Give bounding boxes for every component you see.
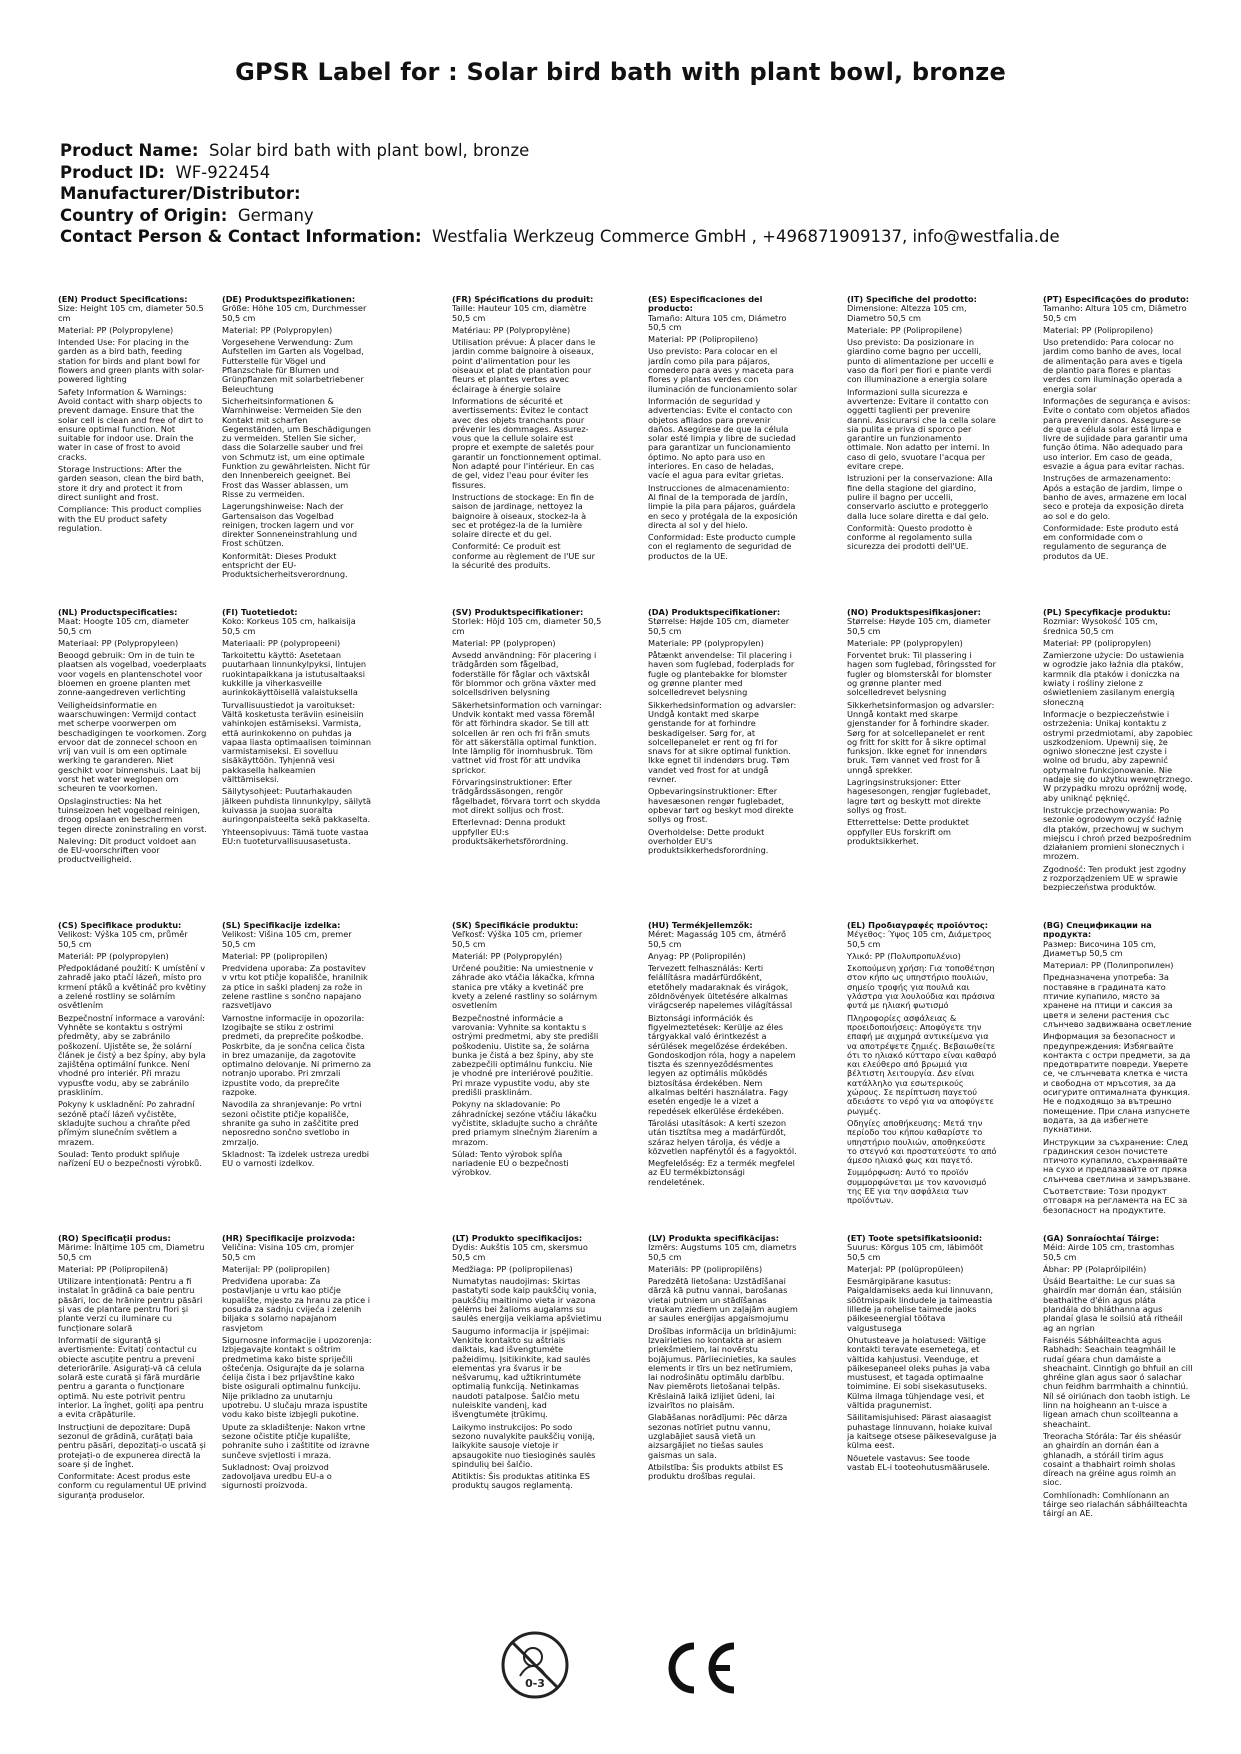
spec-paragraph: Zamierzone użycie: Do ustawienia w ogrodzie jako łaźnia dla ptaków, karmnik dla ptaków i doniczka na kwiaty i rośliny zielone z oświetleniem zasilanym energią słoneczną (1043, 650, 1185, 707)
spec-paragraph: Bezpečnostní informace a varování: Vyhněte se kontaktu s ostrými předměty, aby se zabránilo poškození. Ujistěte se, že solární článek je čistý a bez špíny, aby byla zajištěna optimální funkce. Není vhodné pro interiér. Při mrazu vypusťte vodu, aby se zabránilo praskliním. (58, 1012, 206, 1098)
spec-paragraph: Drošības informācija un brīdinājumi: Izvairieties no kontakta ar asiem priekšmetiem, lai novērstu bojājumus. Pārliecinieties, ka saules elements ir tīrs un bez netīrumiem, lai nodrošinātu optimālu darbību. Nav piemērots lietošanai telpās. Krēslainā laikā izlijiet ūdeni, lai izvairītos no plaisām. (648, 1325, 797, 1411)
spec-size: Méid: Airde 105 cm, trastomhas 50,5 cm (1043, 1242, 1175, 1262)
spec-paragraph: Atitiktis: Šis produktas atitinka ES produktų saugos reglamentą. (452, 1471, 590, 1491)
info-label: Manufacturer/Distributor: (60, 184, 301, 203)
spec-block-heading: (DE) Produktspezifikationen: (222, 295, 356, 304)
spec-paragraph: Lagringsinstruksjoner: Etter hagesesongen, rengjør fuglebadet, lagre tørt og beskytt mot direkte sollys og frost. (847, 777, 991, 815)
spec-paragraph: Säkerhetsinformation och varningar: Undvik kontakt med vassa föremål för att förhindra skador. Se till att solcellen är ren och fri från smuts för att säkerställa optimal funktion. Inte lämplig för inomhusbruk. Töm vattnet vid frost för att undvika sprickor. (452, 699, 602, 775)
spec-block (648, 295, 798, 564)
spec-block-heading: (SK) Špecifikácie produktu: (452, 921, 579, 930)
spec-paragraph: Predvidena uporaba: Za postavitev v vrtu kot ptičje kopališče, hranilnik za ptice in saški pladenj za rože in zelene rastline s sončno napajano razsvetljavo (222, 963, 368, 1011)
spec-paragraph: Påtænkt anvendelse: Til placering i haven som fuglebad, foderplads for fugle og plantebakke for blomster og grønne planter med solcelledrevet belysning (648, 650, 795, 698)
spec-paragraph: Intended Use: For placing in the garden as a bird bath, feeding station for birds and plant bowl for flowers and green plants with solar-powered lighting (58, 337, 205, 385)
spec-paragraph: Информация за безопасност и предупреждения: Избягвайте контакта с остри предмети, за да предотвратите повреди. Уверете се, че слънчевата клетка е чиста и свободна от мръсотия, за да осигурите оптималната функция. Не е подходящо за вътрешно помещение. При слана изпуснете водата, за да избегнете пукнатини. (1043, 1031, 1191, 1135)
info-label: Product ID: (60, 162, 165, 182)
spec-block-heading: (EL) Προδιαγραφές προϊόντος: (847, 921, 988, 930)
spec-paragraph: Efterlevnad: Denna produkt uppfyller EU:s produktsäkerhetsförordning. (452, 817, 569, 846)
spec-block-heading: (ET) Toote spetsifikatsioonid: (847, 1234, 983, 1243)
spec-size: Velikost: Výška 105 cm, průměr 50,5 cm (58, 929, 188, 949)
spec-paragraph: Glabāšanas norādījumi: Pēc dārza sezonas notīriet putnu vannu, uzglabājiet sausā vietā un aizsargājiet no tiešas saules gaismas un sala. (648, 1412, 788, 1460)
spec-paragraph: Tarkoitettu käyttö: Asetetaan puutarhaan linnunkylpyksi, lintujen ruokintapaikkana ja istutusaltaaksi kukkille ja viherkasveille aurinkokäyttöisellä valaistuksella (222, 650, 367, 698)
spec-paragraph: Instruções de armazenamento: Após a estação de jardim, limpe o banho de aves, armazene em local seco e proteja da exposição direta ao sol e do gelo. (1043, 473, 1187, 521)
spec-size: Størrelse: Høyde 105 cm, diameter 50,5 cm (847, 616, 991, 636)
spec-paragraph: Treoracha Stórála: Tar éis shéasúr an ghairdín an dornán éan a ghlanadh, a stóráil tirim agus cosaint a thabhairt roimh sholas díreach na gréine agus roimh an sioc. (1043, 1430, 1182, 1488)
spec-paragraph: Lagerungshinweise: Nach der Gartensaison das Vogelbad reinigen, trocken lagern und vor direkter Sonneneinstrahlung und Frost schützen. (222, 501, 358, 549)
spec-paragraph: Tárolási utasítások: A kerti szezon után tisztítsa meg a madárfürdőt, száraz helyen tárolja, és védje a közvetlen napfénytől és a fagyoktól. (648, 1117, 797, 1156)
spec-size: Size: Height 105 cm, diameter 50.5 cm (58, 303, 204, 323)
spec-paragraph: Saugumo informacija ir įspėjimai: Venkite kontakto su aštriais daiktais, kad išvengtumėte pažeidimų. Įsitikinkite, kad saulės elementas yra švarus ir be nešvarumų, kad užtikrintumėte optimalią funkciją. Netinkamas naudoti patalpose. Šalčio metu nuleiskite vandenį, kad išvengtumėte įtrūkimų. (452, 1325, 591, 1420)
spec-paragraph: Material: PP (Polypropylene) (58, 324, 174, 335)
spec-paragraph: Předpokládané použití: K umístění v zahradě jako ptačí lázeň, místo pro krmení ptáků a květináč pro květiny a zelené rostliny se solárním osvětlením (58, 963, 206, 1011)
spec-paragraph: Numatytas naudojimas: Skirtas pastatyti sode kaip paukščių vonia, paukščių maitinimo vieta ir vazona gėlėms bei žalioms augalams su saulės energija veikiama apšvietimu (452, 1276, 602, 1324)
age-warning-text: 0-3 (525, 1677, 545, 1690)
spec-block-heading: (HU) Termékjellemzők: (648, 921, 753, 930)
spec-block (648, 608, 798, 858)
spec-paragraph: Instrukcje przechowywania: Po sezonie ogrodowym oczyść łaźnię dla ptaków, przechowuj w suchym miejscu i chroń przed bezpośrednim działaniem promieni słonecznych i mrozem. (1043, 804, 1192, 862)
spec-paragraph: Informații de siguranță și avertismente: Evitați contactul cu obiecte ascuțite pentru a preveni deteriorările. Asigurați-vă că celula solară este curată și fără murdărie pentru a garanta o funcționare optimă. Nu este potrivit pentru interior. La înghet, goliți apa pentru a evita crăpăturile. (58, 1334, 204, 1420)
spec-block (648, 921, 798, 1190)
spec-paragraph: Pokyny na skladovanie: Po záhradníckej sezóne vtáčiu lákačku vyčistite, skladujte sucho a chráňte pred priamym slnečným žiarením a mrazom. (452, 1099, 598, 1147)
spec-paragraph: Safety Information & Warnings: Avoid contact with sharp objects to prevent damage. Ensure that the solar cell is clean and free of dirt to ensure optimal function. Not suitable for indoor use. Drain the water in case of frost to avoid cracks. (58, 386, 204, 462)
spec-paragraph: Συμμόρφωση: Αυτό το προϊόν συμμορφώνεται με τον κανονισμό της ΕΕ για την ασφάλεια των προϊόντων. (847, 1167, 987, 1206)
page-title: GPSR Label for : Solar bird bath with plant bowl, bronze (235, 58, 1006, 86)
spec-paragraph: Atbilstība: Šis produkts atbilst ES produktu drošības regulai. (648, 1461, 784, 1482)
spec-paragraph: Materiał: PP (polipropylen) (1043, 637, 1152, 648)
spec-paragraph: Conformidade: Este produto está em conformidade com o regulamento de segurança de produtos da UE. (1043, 522, 1179, 561)
spec-paragraph: Paredzētā lietošana: Uzstādīšanai dārzā kā putnu vannai, barošanas vietai putniem un stādīšanas traukam ziediem un zaļajām augiem ar saules enerģijas apgaismojumu (648, 1276, 798, 1324)
spec-block-heading: (ES) Especificaciones del producto: (648, 295, 763, 314)
spec-size: Veličina: Visina 105 cm, promjer 50,5 cm (222, 1242, 354, 1262)
spec-paragraph: Materijal: PP (polipropilen) (222, 1263, 330, 1274)
spec-paragraph: Material: PP (polypropen) (452, 637, 556, 648)
spec-paragraph: Sikkerhetsinformasjon og advarsler: Unngå kontakt med skarpe gjenstander for å forhindre skader. Sørg for at solcellepanelet er rent og fritt for skitt for å sikre optimal funksjon. Ikke egnet for innendørs bruk. Tøm vannet ved frost for å unngå sprekker. (847, 699, 995, 775)
age-warning-icon (500, 1630, 570, 1700)
spec-paragraph: Comhlíonadh: Comhlíonann an táirge seo rialachán sábháilteachta táirgí an AE. (1043, 1489, 1188, 1519)
spec-size: Rozmiar: Wysokość 105 cm, średnica 50,5 cm (1043, 616, 1158, 636)
spec-block (847, 1234, 997, 1475)
spec-paragraph: Съответствие: Този продукт отговаря на регламента на ЕС за безопасност на продуктите. (1043, 1186, 1188, 1215)
spec-paragraph: Informazioni sulla sicurezza e avvertenze: Evitare il contatto con oggetti taglienti per prevenire danni. Assicurarsi che la cella solare sia pulita e priva di sporco per garantire un funzionamento ottimale. Non adatto per interni. In caso di gelo, svuotare l'acqua per evitare crepe. (847, 386, 996, 472)
spec-block (1043, 608, 1193, 896)
spec-paragraph: Materiale: PP (polypropylen) (847, 637, 963, 648)
spec-paragraph: Υλικό: PP (Πολυπροπυλένιο) (847, 950, 961, 961)
spec-paragraph: Uso pretendido: Para colocar no jardim como banho de aves, local de alimentação para aves e tigela de plantio para flores e plantas verdes com iluminação operada a energia solar (1043, 337, 1183, 394)
spec-paragraph: Veiligheidsinformatie en waarschuwingen: Vermijd contact met scherpe voorwerpen om beschadigingen te voorkomen. Zorg ervoor dat de zonnecel schoon en vrij van vuil is om een optimale werking te garanderen. Niet geschikt voor binnenshuis. Laat bij vorst het water weglopen om scheuren te voorkomen. (58, 699, 207, 794)
spec-block-heading: (NO) Produktspesifikasjoner: (847, 608, 981, 617)
spec-block (847, 921, 997, 1209)
spec-paragraph: Material: PP (polipropilen) (222, 950, 328, 961)
spec-paragraph: Predviđena uporaba: Za postavljanje u vrtu kao ptičje kupalište, mjesto za hranu za ptice i posuda za sadnju cvijeća i zelenih biljaka s solarno napajanom rasvjetom (222, 1276, 371, 1333)
spec-paragraph: Utilisation prévue: À placer dans le jardin comme baignoire à oiseaux, point d'alimentation pour les oiseaux et plat de plantation pour fleurs et plantes vertes avec éclairage à énergie solaire (452, 337, 596, 394)
spec-paragraph: Turvallisuustiedot ja varoitukset: Vältä kosketusta teräviin esineisiin vahinkojen estämiseksi. Varmista, että aurinkokenno on puhdas ja vapaa liasta optimaalisen toiminnan varmistamiseksi. Ei sovelluu sisäkäyttöön. Tyhjennä vesi pakkasella halkeamien välttämiseksi. (222, 699, 372, 785)
spec-paragraph: Určené použitie: Na umiestnenie v záhrade ako vtáčia lákačka, kŕmna stanica pre vtáky a kvetináč pre kvety a zelené rastliny so solárnym osvetlením (452, 963, 598, 1011)
info-value: Westfalia Werkzeug Commerce GmbH , +496871909137, info@westfalia.de (432, 227, 1060, 246)
spec-paragraph: Upute za skladištenje: Nakon vrtne sezone očistite ptičje kupalište, pohranite suho i zaštitite od izravne sunčeve svjetlosti i mraza. (222, 1421, 370, 1460)
spec-block-heading: (RO) Specificații produs: (58, 1234, 171, 1243)
spec-paragraph: Faisnéis Sábháilteachta agus Rabhadh: Seachain teagmháil le rudaí géara chun damáiste a sheachaint. Cinntigh go bhfuil an cill ghréine glan agus saor ó salachar chun feidhm barrmhaith a chinntiú. Níl sé oiriúnach don taobh istigh. Le linn na hoigheann an t-uisce a ligean amach chun scoilteanna a sheachaint. (1043, 1334, 1193, 1429)
spec-block (222, 1234, 372, 1494)
spec-paragraph: Yhteensopivuus: Tämä tuote vastaa EU:n tuoteturvallisuusasetusta. (222, 826, 369, 846)
spec-paragraph: Materiál: PP (polypropylen) (58, 950, 169, 961)
spec-paragraph: Materiaali: PP (polypropeeni) (222, 637, 341, 648)
spec-block (58, 295, 208, 536)
spec-paragraph: Material: PP (Polipropileno) (1043, 324, 1154, 335)
spec-paragraph: Información de seguridad y advertencias: Evite el contacto con objetos afilados para prevenir daños. Asegúrese de que la célula solar esté limpia y libre de suciedad para garantizar un funcionamiento óptimo. No apto para uso en interiores. En caso de heladas, vacíe el agua para evitar grietas. (648, 395, 796, 481)
spec-block (1043, 295, 1193, 564)
spec-block (1043, 1234, 1193, 1522)
spec-paragraph: Conformité: Ce produit est conforme au règlement de l'UE sur la sécurité des produits. (452, 541, 595, 571)
spec-block-heading: (DA) Produktspecifikationer: (648, 608, 781, 617)
spec-paragraph: Vorgesehene Verwendung: Zum Aufstellen im Garten als Vogelbad, Futterstelle für Vögel und Pflanzschale für Blumen und Grünpflanzen mit solarbetriebener Beleuchtung (222, 337, 364, 394)
spec-paragraph: Предназначена употреба: За поставяне в градината като птичие купапило, място за хранене на птици и саксия за цветя и зелени растения със слънчево задвижвана осветление (1043, 972, 1192, 1029)
spec-block-heading: (PL) Specyfikacje produktu: (1043, 608, 1171, 617)
spec-paragraph: Etterrettelse: Dette produktet oppfyller EUs forskrift om produktsikkerhet. (847, 817, 969, 846)
spec-block-heading: (LV) Produkta specifikācijas: (648, 1234, 779, 1243)
spec-paragraph: Materiál: PP (Polypropylén) (452, 950, 563, 961)
spec-paragraph: Informations de sécurité et avertissements: Évitez le contact avec des objets tranchants pour prévenir les dommages. Assurez-vous que la cellule solaire est propre et exempte de saletés pour garantir un fonctionnement optimal. Non adapté pour l'intérieur. En cas de gel, videz l'eau pour éviter les fissures. (452, 395, 602, 490)
spec-block-heading: (FI) Tuotetiedot: (222, 608, 298, 617)
spec-block-heading: (EN) Product Specifications: (58, 295, 188, 304)
spec-block-heading: (PT) Especificações do produto: (1043, 295, 1190, 304)
spec-size: Mărime: Înălțime 105 cm, Diametru 50,5 cm (58, 1242, 205, 1262)
spec-size: Storlek: Höjd 105 cm, diameter 50,5 cm (452, 616, 602, 636)
spec-size: Koko: Korkeus 105 cm, halkaisija 50,5 cm (222, 616, 356, 636)
spec-paragraph: Materiale: PP (Polipropilene) (847, 324, 963, 335)
spec-size: Размер: Височина 105 cm, Диаметър 50,5 cm (1043, 938, 1156, 958)
spec-paragraph: Súlad: Tento výrobok spĺňa nariadenie EÚ o bezpečnosti výrobkov. (452, 1148, 569, 1178)
info-value: Germany (237, 205, 314, 225)
spec-block (58, 1234, 208, 1503)
spec-paragraph: Opslaginstructies: Na het tuinseizoen het vogelbad reinigen, droog opslaan en beschermen tegen directe zoninstraling en vorst. (58, 795, 207, 834)
spec-size: Größe: Höhe 105 cm, Durchmesser 50,5 cm (222, 303, 367, 323)
spec-paragraph: Ohutusteave ja hoiatused: Vältige kontakti teravate esemetega, et vältida kahjustusi. Veenduge, et päikesepaneel oleks puhas ja vaba mustusest, et tagada optimaalne toimimine. Ei sobi sisekasutuseks. Külma ilmaga tühjendage vesi, et vältida pragunemist. (847, 1334, 990, 1411)
spec-paragraph: Konformität: Dieses Produkt entspricht der EU-Produktsicherheitsverordnung. (222, 550, 348, 580)
spec-paragraph: Materiale: PP (polypropylen) (648, 637, 764, 648)
spec-paragraph: Forventet bruk: Til plassering i hagen som fuglebad, fôringssted for fugler og blomsterskål for blomster og grønne planter med solcelledrevet belysning (847, 650, 997, 698)
spec-paragraph: Ábhar: PP (Polapróipiléin) (1043, 1263, 1147, 1274)
spec-size: Méret: Magasság 105 cm, átmérő 50,5 cm (648, 929, 787, 949)
spec-paragraph: Zgodność: Ten produkt jest zgodny z rozporządzeniem UE w sprawie bezpieczeństwa produktów. (1043, 863, 1187, 893)
spec-paragraph: Sukladnost: Ovaj proizvod zadovoljava uredbu EU-a o sigurnosti proizvoda. (222, 1461, 332, 1491)
spec-paragraph: Soulad: Tento produkt splňuje nařízení EU o bezpečnosti výrobků. (58, 1148, 202, 1169)
spec-size: Velikost: Višina 105 cm, premer 50,5 cm (222, 929, 352, 949)
spec-paragraph: Material: PP (Polypropylen) (222, 324, 333, 335)
spec-paragraph: Material: PP (Polipropileno) (648, 334, 759, 345)
spec-size: Maat: Hoogte 105 cm, diameter 50,5 cm (58, 616, 189, 636)
spec-paragraph: Opbevaringsinstruktioner: Efter havesæsonen rengør fuglebadet, opbevar tørt og beskyt mod direkte sollys og frost. (648, 786, 794, 825)
spec-paragraph: Varnostne informacije in opozorila: Izogibajte se stiku z ostrimi predmeti, da preprečite poškodbe. Poskrbite, da je sončna celica čista in brez umazanije, da zagotovite optimalno delovanje. Ni primerno za notranjo uporabo. Pri zmrzali izpustite vodo, da preprečite razpoke. (222, 1012, 372, 1098)
spec-paragraph: Säilitamisjuhised: Pärast aiasaagist puhastage linnuvann, hoiake kuival ja kaitsege otsese päikesevalguse ja külma eest. (847, 1412, 997, 1451)
spec-paragraph: Navodila za shranjevanje: Po vrtni sezoni očistite ptičje kopališče, shranite ga suho in zaščitite pred neposredno sončno svetlobo in zmrzaljo. (222, 1099, 362, 1147)
spec-size: Taille: Hauteur 105 cm, diamètre 50,5 cm (452, 303, 587, 323)
info-value: WF-922454 (175, 162, 271, 182)
spec-paragraph: Инструкции за съхранение: След градинския сезон почистете птичото купапило, съхранявайте на сухо и предпазвайте от пряка слънчева светлина и замръзване. (1043, 1136, 1191, 1184)
spec-block (452, 295, 602, 573)
symbols-row (0, 1630, 1241, 1730)
spec-paragraph: Storage Instructions: After the garden season, clean the bird bath, store it dry and protect it from direct sunlight and frost. (58, 464, 204, 502)
spec-paragraph: Οδηγίες αποθήκευσης: Μετά την περίοδο του κήπου καθαρίστε το υπηστήριο πουλιών, αποθηκεύστε το στεγνό και προστατεύστε το από άμεσο ηλιακό φως και παγετό. (847, 1117, 997, 1166)
info-label: Country of Origin: (60, 205, 228, 225)
spec-paragraph: Uso previsto: Para colocar en el jardín como pila para pájaros, comedero para aves y maceta para flores y plantas verdes con iluminación de funcionamiento solar (648, 346, 798, 394)
spec-block (222, 608, 372, 849)
spec-paragraph: Nõuetele vastavus: See toode vastab EL-i tooteohutusmäärusele. (847, 1452, 990, 1472)
spec-block-heading: (SV) Produktspecifikationer: (452, 608, 584, 617)
spec-size: Izmērs: Augstums 105 cm, diametrs 50,5 cm (648, 1242, 797, 1262)
spec-block (847, 608, 997, 849)
spec-block-heading: (IT) Specifiche del prodotto: (847, 295, 977, 304)
spec-paragraph: Materiaal: PP (Polypropyleen) (58, 637, 179, 648)
spec-size: Størrelse: Højde 105 cm, diameter 50,5 cm (648, 616, 790, 636)
spec-block (58, 608, 208, 868)
info-value: Solar bird bath with plant bowl, bronze (208, 141, 530, 160)
spec-paragraph: Material: PP (Polipropilenă) (58, 1263, 169, 1274)
spec-paragraph: Conformitate: Acest produs este conform cu regulamentul UE privind siguranța produselor. (58, 1471, 207, 1500)
spec-paragraph: Skladnost: Ta izdelek ustreza uredbi EU o varnosti izdelkov. (222, 1148, 370, 1169)
spec-block-heading: (FR) Spécifications du produit: (452, 295, 594, 304)
spec-block-heading: (NL) Productspecificaties: (58, 608, 178, 617)
spec-block (222, 295, 372, 583)
spec-paragraph: Bezpečnostné informácie a varovania: Vyhnite sa kontaktu s ostrými predmetmi, aby ste predišli poškodeniu. Uistite sa, že solárna bunka je čistá a bez špiny, aby ste zabezpečili optimálnu funkciu. Nie je vhodné pre interiérové použitie. Pri mraze vypustite vodu, aby ste predišli prasklinám. (452, 1012, 599, 1098)
spec-paragraph: Istruzioni per la conservazione: Alla fine della stagione del giardino, pulire il bagno per uccelli, conservarlo asciutto e proteggerlo dalla luce solare diretta e dal gelo. (847, 473, 993, 521)
spec-block-heading: (HR) Specifikacije proizvoda: (222, 1234, 356, 1243)
spec-block (847, 295, 997, 555)
spec-size: Suurus: Kõrgus 105 cm, läbimõõt 50,5 cm (847, 1242, 984, 1262)
spec-block-heading: (CS) Specifikace produktu: (58, 921, 182, 930)
spec-paragraph: Conformità: Questo prodotto è conforme al regolamento sulla sicurezza dei prodotti dell'UE. (847, 522, 973, 552)
spec-paragraph: Compliance: This product complies with the EU product safety regulation. (58, 504, 202, 533)
spec-block (648, 1234, 798, 1484)
spec-paragraph: Säilytysohjeet: Puutarhakauden jälkeen puhdista linnunkylpy, säilytä kuivassa ja suojaa suoralta auringonpaisteelta sekä pakkaselta. (222, 786, 372, 825)
spec-paragraph: Úsáid Beartaithe: Le cur suas sa ghairdín mar dornán éan, stáisiún beathaithe d'éin agus pláta plandála do bhláthanna agus plandaí glasa le soilsiú atá ritheáil ag an ngrian (1043, 1276, 1183, 1333)
spec-paragraph: Pokyny k uskladnění: Po zahradní sezóně ptačí lázeň vyčistěte, skladujte suchou a chraňte před přímým slunečním světlem a mrazem. (58, 1099, 195, 1147)
spec-paragraph: Instrucțiuni de depozitare: După sezonul de grădină, curățați baia pentru păsări, depozitați-o uscată și protejați-o de expunerea directă la soare și de înghet. (58, 1421, 206, 1469)
spec-paragraph: Instrucciones de almacenamiento: Al final de la temporada de jardín, limpie la pila para pájaros, guárdela en seco y protégala de la exposición directa al sol y del hielo. (648, 482, 798, 530)
spec-block-heading: (SL) Specifikacije izdelka: (222, 921, 341, 930)
spec-block (222, 921, 372, 1171)
spec-block (452, 608, 602, 849)
spec-size: Tamaño: Altura 105 cm, Diámetro 50,5 cm (648, 312, 787, 332)
info-label: Product Name: (60, 141, 199, 160)
spec-paragraph: Medžiaga: PP (polipropilenas) (452, 1263, 573, 1274)
spec-paragraph: Utilizare intenționată: Pentru a fi instalat în grădină ca baie pentru păsări, loc de hrănire pentru păsări și vas de plantare pentru flori și plante verzi cu iluminare cu funcționare solară (58, 1276, 203, 1333)
spec-paragraph: Laikymo instrukcijos: Po sodo sezono nuvalykite paukščių voniją, laikykite sausoje vietoje ir apsaugokite nuo tiesioginės saulės spindulių bei šalčio. (452, 1421, 596, 1469)
spec-paragraph: Tervezett felhasználás: Kerti felállításra madárfürdőként, etetőhely madaraknak és virágok, zöldnövények ültetésére alkalmas virágcserép napelemes világítással (648, 963, 793, 1011)
spec-paragraph: Πληροφορίες ασφάλειας & προειδοποιήσεις: Αποφύγετε την επαφή με αιχμηρά αντικείμενα για να αποτρέψετε ζημιές. Βεβαιωθείτε ότι το ηλιακό κύτταρο είναι καθαρό και ελεύθερο από βρωμιά για βέλτιστη λειτουργία. Δεν είναι κατάλληλο για εσωτερικούς χώρους. Σε περίπτωση παγετού αδειάστε το νερό για να αποφύγετε ρωγμές. (847, 1012, 997, 1116)
spec-paragraph: Informações de segurança e avisos: Evite o contato com objetos afiados para prevenir danos. Assegure-se de que a célula solar está limpa e livre de sujidade para garantir uma função ótima. Não adequado para uso interior. Em caso de geada, esvazie a água para evitar rachas. (1043, 395, 1191, 472)
spec-paragraph: Anyag: PP (Polipropilén) (648, 950, 746, 961)
spec-paragraph: Materiāls: PP (polipropilēns) (648, 1263, 763, 1274)
spec-paragraph: Beoogd gebruik: Om in de tuin te plaatsen als vogelbad, voederplaats voor vogels en plantenschotel voor bloemen en groene planten met zonne-aangedreven verlichting (58, 650, 207, 698)
spec-paragraph: Instructions de stockage: En fin de saison de jardinage, nettoyez la baignoire à oiseaux, stockez-la à sec et protégez-la de la lumière solaire directe et du gel. (452, 491, 594, 540)
spec-paragraph: Sikkerhedsinformation og advarsler: Undgå kontakt med skarpe genstande for at forhindre beskadigelser. Sørg for, at solcellepanelet er rent og fri for snavs for at sikre optimal funktion. Ikke egnet til indendørs brug. Tøm vandet ved frost for at undgå revner. (648, 699, 797, 785)
spec-paragraph: Megfelelőség: Ez a termék megfelel az EU termékbiztonsági rendeletének. (648, 1158, 795, 1187)
spec-block (452, 921, 602, 1181)
spec-paragraph: Overholdelse: Dette produkt overholder EU's produktsikkerhedsforordning. (648, 826, 769, 856)
spec-paragraph: Conformidad: Este producto cumple con el reglamento de seguridad de productos de la UE. (648, 532, 796, 561)
spec-size: Veľkosť: Výška 105 cm, priemer 50,5 cm (452, 929, 583, 949)
spec-size: Dimensione: Altezza 105 cm, Diametro 50,5 cm (847, 303, 967, 323)
spec-paragraph: Materjal: PP (polüpropüleen) (847, 1263, 964, 1274)
info-label: Contact Person & Contact Information: (60, 227, 422, 246)
spec-block (452, 1234, 602, 1494)
spec-paragraph: Σκοπούμενη χρήση: Για τοποθέτηση στον κήπο ως υπηστήριο πουλιών, σημείο τροφής για πουλιά και γλάστρα για λουλούδια και πράσινα φυτά με ηλιακή φωτισμό (847, 963, 996, 1011)
spec-paragraph: Sicherheitsinformationen & Warnhinweise: Vermeiden Sie den Kontakt mit scharfen Gegenständen, um Beschädigungen zu vermeiden. Stellen Sie sicher, dass die Solarzelle sauber und frei von Schmutz ist, um eine optimale Funktion zu gewährleisten. Nicht für den Innenbereich geeignet. Bei Frost das Wasser ablassen, um Risse zu vermeiden. (222, 395, 371, 499)
spec-size: Μέγεθος: Ύψος 105 cm, Διάμετρος 50,5 cm (847, 929, 992, 949)
spec-block-heading: (GA) Sonraíochtaí Táirge: (1043, 1234, 1160, 1243)
spec-block-heading: (LT) Produkto specifikacijos: (452, 1234, 583, 1243)
spec-paragraph: Sigurnosne informacije i upozorenja: Izbjegavajte kontakt s oštrim predmetima kako biste spriječili oštećenja. Osigurajte da je solarna ćelija čista i bez prljavštine kako biste osigurali optimalnu funkciju. Nije prikladno za unutarnju upotrebu. U slučaju mraza ispustite vodu kako biste izbjegli pukotine. (222, 1334, 372, 1420)
ce-mark-icon (660, 1640, 740, 1696)
spec-paragraph: Eesmärgipärane kasutus: Paigaldamiseks aeda kui linnuvann, söötmispaik lindudele ja taimeastia lillede ja rohelise taimede jaoks päikeseenergial töötava valgustusega (847, 1276, 994, 1333)
spec-paragraph: Informacje o bezpieczeństwie i ostrzeżenia: Unikaj kontaktu z ostrymi przedmiotami, aby zapobiec uszkodzeniom. Upewnij się, że ogniwo słoneczne jest czyste i wolne od brudu, aby zapewnić optymalne funkcjonowanie. Nie nadaje się do użytku wewnętrznego. W przypadku mrozu opróżnij wodę, aby uniknąć pęknięć. (1043, 708, 1193, 803)
spec-size: Dydis: Aukštis 105 cm, skersmuo 50,5 cm (452, 1242, 588, 1262)
spec-block (58, 921, 208, 1171)
spec-paragraph: Matériau: PP (Polypropylène) (452, 324, 571, 335)
spec-paragraph: Avsedd användning: För placering i trädgården som fågelbad, foderställe för fåglar och växtskål för blommor och gröna växter med solcellsdriven belysning (452, 650, 597, 698)
spec-paragraph: Biztonsági információk és figyelmeztetések: Kerülje az éles tárgyakkal való érintkezést a sérülések megelőzése érdekében. Gondoskodjon róla, hogy a napelem tiszta és szennyeződésmentes legyen az optimális működés biztosítása érdekében. Nem alkalmas beltéri használatra. Fagy esetén engedje le a vizet a repedések elkerülése érdekében. (648, 1012, 796, 1116)
spec-size: Tamanho: Altura 105 cm, Diâmetro 50,5 cm (1043, 303, 1187, 323)
spec-paragraph: Материал: PP (Полипропилен) (1043, 960, 1174, 971)
spec-paragraph: Förvaringsinstruktioner: Efter trädgårdssäsongen, rengör fågelbadet, förvara torrt och skydda mot direkt solljus och frost. (452, 777, 601, 815)
spec-paragraph: Uso previsto: Da posizionare in giardino come bagno per uccelli, punto di alimentazione per uccelli e vaso da fiori per fiori e piante verdi con illuminazione a energia solare (847, 337, 994, 385)
spec-block (1043, 921, 1193, 1218)
spec-block-heading: (BG) Спецификации на продукта: (1043, 921, 1152, 940)
spec-paragraph: Naleving: Dit product voldoet aan de EU-voorschriften voor productveiligheid. (58, 835, 197, 865)
